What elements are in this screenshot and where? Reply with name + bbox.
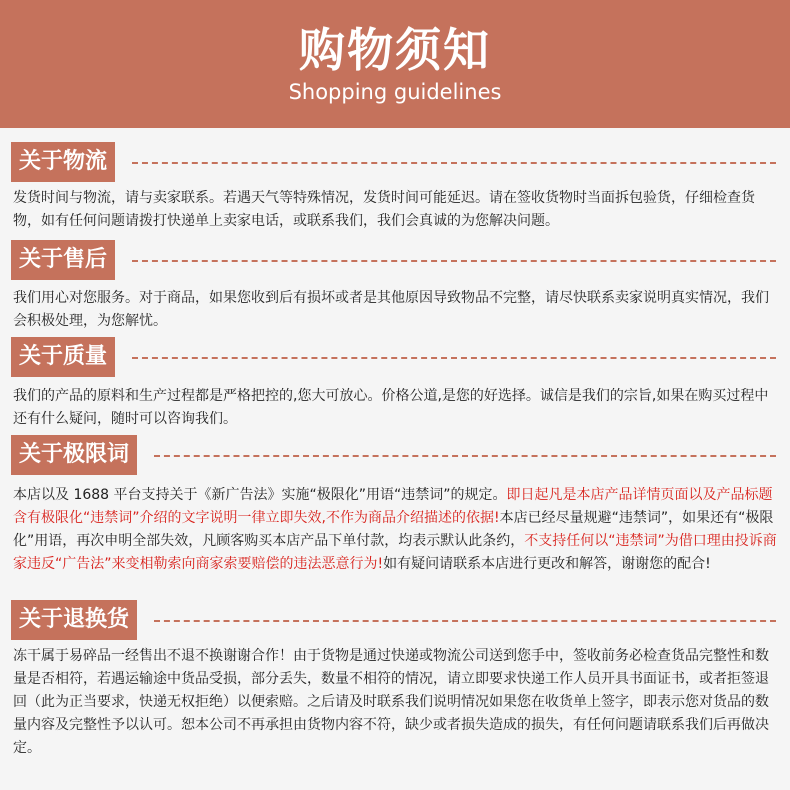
- dashed-divider: [132, 357, 776, 359]
- section-header: [0, 142, 790, 186]
- dashed-divider: [154, 620, 776, 622]
- section-header: [0, 600, 790, 644]
- restricted-words-notice: 即日起凡是本店产品详情页面以及产品标题含有极限化“违禁词”介绍的文字说明一律立即失效,不作为商品介绍描述的依据!: [13, 487, 773, 526]
- section-heading: 关于售后: [11, 240, 115, 280]
- restricted-words-warning: 不支持任何以“违禁词”为借口理由投诉商家违反“广告法”来变相勒索向商家索要赔偿的违法恶意行为!: [13, 533, 777, 572]
- dashed-divider: [132, 162, 776, 164]
- section-header: [0, 337, 790, 381]
- section-heading: 关于物流: [11, 142, 115, 182]
- restricted-words-closing: 如有疑问请联系本店进行更改和解答，谢谢您的配合!: [383, 556, 711, 572]
- section-header: [0, 240, 790, 284]
- dashed-divider: [132, 260, 776, 262]
- dashed-divider: [154, 455, 776, 457]
- section-text: 我们的产品的原料和生产过程都是严格把控的,您大可放心。价格公道,是您的好选择。诚信是我们的宗旨,如果在购买过程中还有什么疑问，随时可以咨询我们。: [13, 388, 769, 427]
- section-after-sales: [0, 240, 790, 329]
- section-heading: 关于质量: [11, 337, 115, 377]
- section-text: 我们用心对您服务。对于商品，如果您收到后有损坏或者是其他原因导致物品不完整，请尽快联系卖家说明真实情况，我们会积极处理，为您解忧。: [13, 290, 769, 329]
- restricted-words-statement: 本店已经尽量规避“违禁词”，如果还有“极限化”用语，再次申明全部失效，凡顾客购买本店产品下单付款，均表示默认此条约，: [13, 510, 774, 549]
- section-quality: [0, 337, 790, 427]
- section-restricted-words: [0, 435, 790, 572]
- page-subtitle: Shopping guidelines: [288, 80, 502, 104]
- section-text: 冻干属于易碎品一经售出不退不换谢谢合作！由于货物是通过快递或物流公司送到您手中，签收前务必检查货品完整性和数量是否相符，若遇运输途中货品受损，部分丢失，数量不相符的情况，请立即要求快递工作人员开具书面证书，或者拒签退回（此为正当要求，快递无权拒绝）以便索赔。之后请及时联系我们说明情况如果您在收货单上签字，即表示您对货品的数量内容及完整性予以认可。恕本公司不再承担由货物内容不符，缺少或者损失造成的损失，有任何问题请联系我们后再做决定。: [13, 648, 769, 756]
- section-heading: 关于极限词: [11, 435, 137, 475]
- page-title: 购物须知: [299, 23, 491, 77]
- section-returns: [0, 600, 790, 756]
- section-heading: 关于退换货: [11, 600, 137, 640]
- section-text: [13, 484, 780, 576]
- section-logistics: [0, 142, 790, 229]
- section-text: 发货时间与物流，请与卖家联系。若遇天气等特殊情况，发货时间可能延迟。请在签收货物时当面拆包验货，仔细检查货物，如有任何问题请拨打快递单上卖家电话，或联系我们，我们会真诚的为您解决问题。: [13, 190, 755, 229]
- page-header: [0, 0, 790, 128]
- restricted-words-intro: 本店以及 1688 平台支持关于《新广告法》实施“极限化”用语“违禁词”的规定。: [13, 487, 507, 503]
- section-header: [0, 435, 790, 479]
